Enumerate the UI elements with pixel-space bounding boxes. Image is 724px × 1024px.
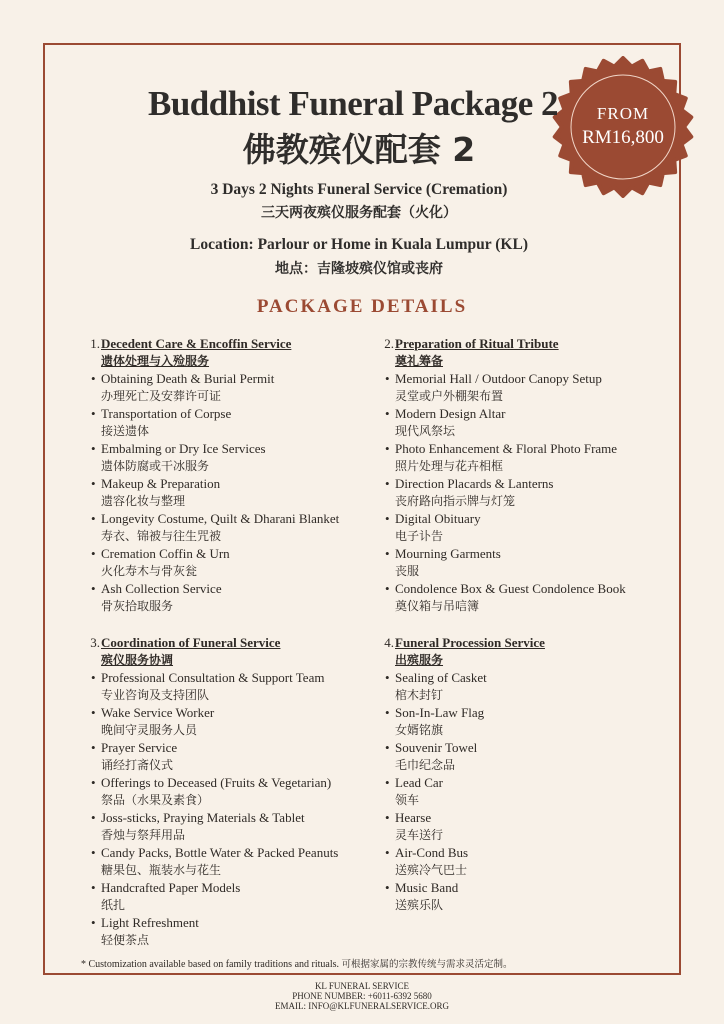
package-details-heading: PACKAGE DETAILS xyxy=(256,296,468,317)
service-item xyxy=(88,739,388,774)
service-item-zh: 诵经打斋仪式 xyxy=(101,757,174,772)
badge-from-label: FROM xyxy=(596,104,650,123)
service-item xyxy=(88,809,388,844)
service-item-en: Longevity Costume, Quilt & Dharani Blanket xyxy=(101,511,340,526)
service-item xyxy=(88,440,388,475)
service-item-zh: 晚间守灵服务人员 xyxy=(101,722,198,737)
page-title-zh: 佛教殡仪配套 2 xyxy=(242,130,476,169)
service-item-en: Obtaining Death & Burial Permit xyxy=(101,371,275,386)
service-item xyxy=(382,739,682,774)
service-item xyxy=(382,879,682,914)
service-item-zh: 轻便茶点 xyxy=(101,932,150,947)
section-procession xyxy=(382,634,682,914)
service-item xyxy=(88,914,388,949)
service-item xyxy=(382,809,682,844)
service-item-en: Prayer Service xyxy=(101,740,178,755)
service-item-en: Digital Obituary xyxy=(395,511,481,526)
section-title xyxy=(382,634,682,652)
service-item-en: Offerings to Deceased (Fruits & Vegetarian) xyxy=(101,775,332,790)
service-item xyxy=(382,440,682,475)
service-item xyxy=(382,370,682,405)
service-item xyxy=(88,370,388,405)
footer-email[interactable]: EMAIL: INFO@KLFUNERALSERVICE.ORG xyxy=(274,1001,450,1011)
section-ritual-tribute xyxy=(382,335,682,615)
service-item-en: Ash Collection Service xyxy=(101,581,222,596)
service-item xyxy=(382,844,682,879)
service-item-zh: 专业咨询及支持团队 xyxy=(101,687,210,702)
section-number: 4. xyxy=(384,635,394,650)
service-item-zh: 现代风祭坛 xyxy=(395,423,456,438)
service-list xyxy=(88,669,388,949)
service-item-en: Transportation of Corpse xyxy=(101,406,232,421)
section-title xyxy=(88,335,388,353)
footnote-en: * Customization available based on family traditions and rituals. xyxy=(81,959,339,970)
service-item-zh: 领车 xyxy=(395,792,420,807)
service-item-zh: 祭品（水果及素食） xyxy=(101,792,210,807)
service-item-en: Wake Service Worker xyxy=(101,705,215,720)
service-item-zh: 糖果包、瓶装水与花生 xyxy=(101,862,222,877)
service-item xyxy=(88,580,388,615)
service-item xyxy=(382,704,682,739)
service-item-en: Makeup & Preparation xyxy=(101,476,221,491)
service-item-en: Cremation Coffin & Urn xyxy=(101,546,230,561)
service-item xyxy=(88,704,388,739)
service-item-en: Professional Consultation & Support Team xyxy=(101,670,325,685)
service-item xyxy=(382,405,682,440)
section-title-zh: 遗体处理与入殓服务 xyxy=(101,353,210,368)
service-item-en: Joss-sticks, Praying Materials & Tablet xyxy=(101,810,305,825)
service-item-zh: 遗体防腐或干冰服务 xyxy=(101,458,210,473)
section-number: 2. xyxy=(384,336,394,351)
service-item-en: Souvenir Towel xyxy=(395,740,478,755)
service-item xyxy=(88,545,388,580)
service-item-zh: 送殡冷气巴士 xyxy=(395,862,468,877)
section-title-text: Decedent Care & Encoffin Service xyxy=(101,336,292,351)
service-item-zh: 棺木封钉 xyxy=(395,687,444,702)
service-item-zh: 女婿铭旗 xyxy=(395,722,444,737)
service-item xyxy=(88,844,388,879)
footer-company: KL FUNERAL SERVICE xyxy=(314,981,410,991)
service-item-zh: 遗容化妆与整理 xyxy=(101,493,186,508)
service-item-zh: 送殡乐队 xyxy=(395,897,444,912)
service-item-zh: 骨灰拾取服务 xyxy=(101,598,174,613)
location-line-zh: 地点：吉隆坡殡仪馆或丧府 xyxy=(275,261,443,277)
service-item-en: Direction Placards & Lanterns xyxy=(395,476,554,491)
service-item xyxy=(382,545,682,580)
service-item xyxy=(382,510,682,545)
service-item xyxy=(88,774,388,809)
service-item-zh: 火化寿木与骨灰瓮 xyxy=(101,563,198,578)
footnote xyxy=(81,956,681,970)
service-item xyxy=(88,669,388,704)
section-title-zh: 出殡服务 xyxy=(395,652,444,667)
service-item xyxy=(88,879,388,914)
service-item-en: Embalming or Dry Ice Services xyxy=(101,441,266,456)
service-item-en: Sealing of Casket xyxy=(395,670,487,685)
section-title-text: Coordination of Funeral Service xyxy=(101,635,281,650)
service-item-en: Mourning Garments xyxy=(395,546,501,561)
service-item-en: Lead Car xyxy=(395,775,444,790)
service-item-en: Son-In-Law Flag xyxy=(395,705,485,720)
section-title xyxy=(382,335,682,353)
service-list xyxy=(88,370,388,615)
service-item xyxy=(88,405,388,440)
section-title-zh: 奠礼筹备 xyxy=(395,353,444,368)
service-item xyxy=(88,475,388,510)
service-item xyxy=(382,580,682,615)
service-item-en: Memorial Hall / Outdoor Canopy Setup xyxy=(395,371,602,386)
service-item-zh: 寿衣、锦被与往生咒被 xyxy=(101,528,222,543)
service-item-zh: 电子讣告 xyxy=(395,528,444,543)
service-item-en: Modern Design Altar xyxy=(395,406,506,421)
footnote-zh: 可根据家属的宗教传统与需求灵活定制。 xyxy=(341,959,513,970)
section-coordination xyxy=(88,634,388,949)
service-item-zh: 香烛与祭拜用品 xyxy=(101,827,186,842)
footer xyxy=(0,981,724,1011)
service-item-zh: 奠仪箱与吊唁簿 xyxy=(395,598,480,613)
service-item-zh: 毛巾纪念品 xyxy=(395,757,456,772)
section-number: 3. xyxy=(90,635,100,650)
service-item-en: Light Refreshment xyxy=(101,915,199,930)
page-title: Buddhist Funeral Package 2 xyxy=(148,84,558,123)
service-item-en: Music Band xyxy=(395,880,459,895)
service-item xyxy=(382,669,682,704)
service-item-zh: 丧服 xyxy=(395,563,420,578)
service-list xyxy=(382,370,682,615)
service-item-zh: 灵车送行 xyxy=(395,827,444,842)
service-item-zh: 纸扎 xyxy=(101,897,126,912)
service-item-zh: 照片处理与花卉相框 xyxy=(395,458,504,473)
service-item-zh: 接送遗体 xyxy=(101,423,150,438)
service-subtitle-zh: 三天两夜殡仪服务配套（火化） xyxy=(261,205,457,221)
service-item-zh: 灵堂或户外棚架布置 xyxy=(395,388,504,403)
section-title-zh: 殡仪服务协调 xyxy=(101,652,174,667)
service-item-zh: 丧府路向指示牌与灯笼 xyxy=(395,493,516,508)
section-number: 1. xyxy=(90,336,100,351)
service-item-en: Candy Packs, Bottle Water & Packed Peanuts xyxy=(101,845,339,860)
service-item-en: Photo Enhancement & Floral Photo Frame xyxy=(395,441,618,456)
service-item xyxy=(88,510,388,545)
service-list xyxy=(382,669,682,914)
location-line: Location: Parlour or Home in Kuala Lumpur (KL) xyxy=(189,236,528,253)
section-title-text: Preparation of Ritual Tribute xyxy=(395,336,559,351)
service-item xyxy=(382,475,682,510)
service-item xyxy=(382,774,682,809)
badge-price: RM16,800 xyxy=(582,127,664,148)
section-decedent-care xyxy=(88,335,388,615)
service-item-zh: 办理死亡及安葬许可证 xyxy=(101,388,222,403)
service-item-en: Hearse xyxy=(395,810,432,825)
section-title xyxy=(88,634,388,652)
footer-phone[interactable]: PHONE NUMBER: +6011-6392 5680 xyxy=(292,991,432,1001)
section-title-text: Funeral Procession Service xyxy=(395,635,545,650)
service-item-en: Handcrafted Paper Models xyxy=(101,880,241,895)
service-item-en: Air-Cond Bus xyxy=(395,845,469,860)
service-item-en: Condolence Box & Guest Condolence Book xyxy=(395,581,626,596)
service-subtitle: 3 Days 2 Nights Funeral Service (Cremation) xyxy=(210,181,508,198)
